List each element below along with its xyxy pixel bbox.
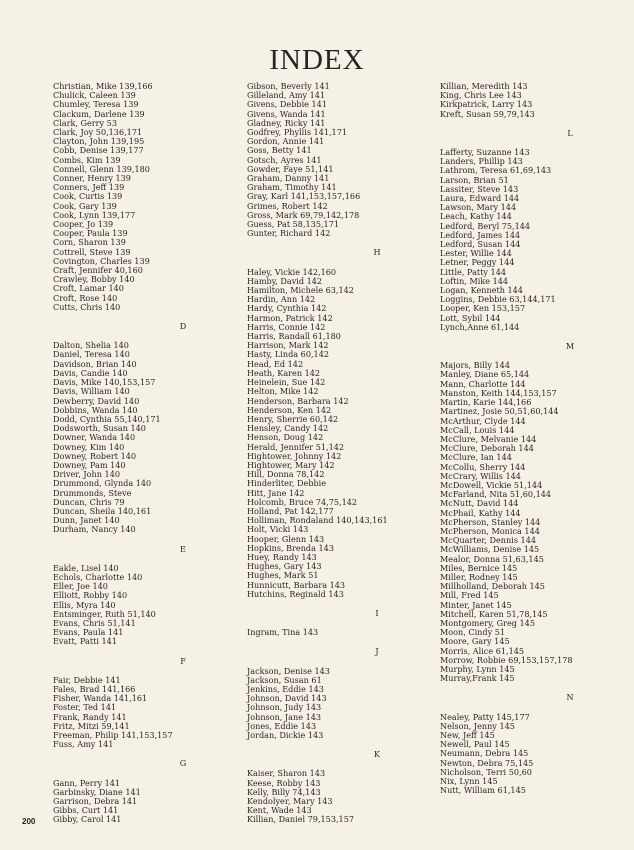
index-entry: Jackson, Denise 143	[247, 665, 330, 676]
index-entry: Clark, Gerry 53	[53, 117, 117, 128]
index-entry: Miller, Rodney 145	[440, 571, 518, 582]
index-entry: Dobbins, Wanda 140	[53, 404, 138, 415]
index-entry: Hensley, Candy 142	[247, 423, 329, 434]
index-entry: Driver, John 140	[53, 469, 120, 480]
index-entry: Cook, Curtis 139	[53, 191, 123, 202]
index-entry: Clayton, John 139,195	[53, 136, 145, 147]
letter-heading-i: I	[375, 607, 379, 618]
index-entry: Kent, Wade 143	[247, 805, 312, 816]
index-entry: Downer, Wanda 140	[53, 432, 136, 443]
index-entry: Lawson, Mary 144	[440, 202, 517, 213]
index-entry: Nelson, Jenny 145	[440, 720, 515, 731]
index-entry: Christian, Mike 139,166	[53, 81, 153, 91]
index-entry: Ingram, Tina 143	[247, 627, 319, 638]
index-entry: McDowell, Vickie 51,144	[440, 479, 543, 490]
index-column-1	[53, 82, 243, 825]
index-entry: Combs, Kim 139	[53, 154, 121, 165]
index-entry: McNutt, David 144	[440, 498, 519, 509]
entries-f	[53, 676, 243, 750]
index-entry: Herald, Jennifer 51,142	[247, 441, 345, 452]
index-entry: Covington, Charles 139	[53, 255, 150, 266]
index-entry: Mealor, Donna 51,63,145	[440, 553, 544, 564]
index-entry: Hardin, Ann 142	[247, 294, 316, 305]
index-entry: McPherson, Monica 144	[440, 525, 540, 536]
entries-i	[247, 628, 437, 637]
index-entry: McClure, Melvanie 144	[440, 433, 537, 444]
index-entry: Kreft, Susan 59,79,143	[440, 108, 535, 119]
letter-heading-n: N	[566, 692, 574, 703]
index-entry: Hopkins, Brenda 143	[247, 542, 334, 553]
index-entry: Gann, Perry 141	[53, 777, 121, 788]
index-entry: Corn, Sharon 139	[53, 237, 126, 248]
index-entry: Freeman, Philip 141,153,157	[53, 730, 173, 740]
index-entry: Evans, Paula 141	[53, 627, 124, 638]
index-entry: Durham, Nancy 140	[53, 524, 136, 535]
letter-heading-h: H	[373, 247, 381, 258]
index-entry: Hill, Donna 78,142	[247, 469, 325, 480]
index-entry: Loggins, Debbie 63,144,171	[440, 294, 556, 305]
index-entry: Croft, Rose 140	[53, 292, 118, 303]
index-entry: Dunn, Janet 140	[53, 515, 120, 526]
letter-heading-j: J	[375, 646, 379, 657]
index-entry: Nealey, Patty 145,177	[440, 711, 530, 722]
index-entry: New, Jeff 145	[440, 730, 495, 740]
index-entry: Loftin, Mike 144	[440, 275, 509, 286]
index-entry: Miles, Bernice 145	[440, 562, 518, 573]
index-entry: McClure, Ian 144	[440, 452, 512, 463]
index-entry: Kirkpatrick, Larry 143	[440, 99, 533, 110]
index-entry: Martin, Karie 144,166	[440, 397, 532, 408]
index-entry: Foster, Ted 141	[53, 702, 117, 713]
index-entry: Nix, Lynn 145	[440, 776, 498, 787]
index-entry: Ledford, Beryl 75,144	[440, 220, 531, 231]
index-entry: Mann, Charlotte 144	[440, 378, 526, 389]
index-entry: Lassiter, Steve 143	[440, 183, 519, 194]
index-entry: Jackson, Susan 61	[247, 674, 322, 685]
entries-k	[247, 769, 437, 824]
index-entry: McQuarter, Dennis 144	[440, 535, 536, 546]
index-entry: Fair, Debbie 141	[53, 674, 121, 685]
index-entry: Dodd, Cynthia 55,140,171	[53, 413, 161, 424]
entries-e	[53, 564, 243, 647]
index-entry: Eakle, Lisel 140	[53, 562, 119, 573]
index-entry: Gibson, Beverly 141	[247, 81, 330, 91]
index-entry: Hamby, David 142	[247, 275, 323, 286]
index-entry: Conners, Jeff 139	[53, 182, 125, 193]
index-entry: Dewberry, David 140	[53, 395, 140, 406]
index-entry: Holcomb, Bruce 74,75,142	[247, 496, 358, 507]
index-entry: Moore, Gary 145	[440, 636, 510, 647]
index-entry: McCollu, Sherry 144	[440, 461, 526, 472]
index-entry: Daniel, Teresa 140	[53, 349, 130, 360]
index-entry: Hughes, Gary 143	[247, 561, 322, 572]
index-entry: Montgomery, Greg 145	[440, 617, 535, 628]
index-entry: Murphy, Lynn 145	[440, 663, 515, 674]
entries-k-continued	[440, 82, 630, 119]
index-entry: Dodsworth, Susan 140	[53, 423, 146, 434]
index-entry: Lester, Willie 144	[440, 248, 512, 259]
index-entry: Holland, Pat 142,177	[247, 505, 334, 516]
index-entry: Garbinsky, Diane 141	[53, 786, 141, 797]
index-column-2	[247, 82, 437, 825]
index-entry: Kendolyer, Mary 143	[247, 796, 333, 807]
index-entry: Hughes, Mark 51	[247, 570, 319, 581]
index-entry: Dalton, Shelia 140	[53, 340, 129, 351]
index-entry: Cook, Gary 139	[53, 200, 117, 211]
index-entry: Hightower, Mary 142	[247, 459, 335, 470]
index-entry: Kelly, Billy 74,143	[247, 786, 321, 797]
index-entry: Elliott, Robby 140	[53, 590, 128, 601]
index-column-3	[440, 82, 630, 795]
index-entry: Looper, Ken 153,157	[440, 303, 526, 314]
index-entry: Conner, Henry 139	[53, 173, 131, 184]
index-entry: Jordan, Dickie 143	[247, 730, 324, 740]
entries-l	[440, 148, 630, 332]
letter-heading-d: D	[179, 321, 187, 332]
index-entry: Johnson, Judy 143	[247, 702, 322, 713]
index-entry: Goss, Betty 141	[247, 145, 312, 156]
index-entry: Godfrey, Phyllis 141,171	[247, 127, 348, 138]
index-entry: Hooper, Glenn 143	[247, 533, 325, 544]
letter-heading-l: L	[567, 127, 573, 138]
index-entry: Hitt, Jane 142	[247, 487, 305, 498]
index-entry: Keese, Robby 143	[247, 777, 321, 788]
entries-g-continued	[247, 82, 437, 238]
index-entry: Fritz, Mitzi 59,141	[53, 720, 130, 731]
index-entry: Garrison, Debra 141	[53, 796, 138, 807]
index-entry: Gowder, Faye 51,141	[247, 163, 334, 174]
index-entry: Morris, Alice 61,145	[440, 645, 525, 656]
index-entry: Gross, Mark 69,79,142,178	[247, 209, 360, 220]
index-entry: Newton, Debra 75,145	[440, 757, 534, 768]
index-entry: Frank, Randy 141	[53, 711, 127, 722]
index-entry: Givens, Debbie 141	[247, 99, 327, 110]
index-entry: Gotsch, Ayres 141	[247, 154, 322, 165]
index-entry: Head, Ed 142	[247, 358, 304, 369]
index-entry: Gibby, Carol 141	[53, 814, 122, 825]
index-entry: Heath, Karen 142	[247, 367, 321, 378]
index-entry: Chumley, Teresa 139	[53, 99, 139, 110]
index-entry: Hardy, Cynthia 142	[247, 303, 327, 314]
index-entry: Gladney, Ricky 141	[247, 117, 326, 128]
index-entry: Gibbs, Curt 141	[53, 805, 119, 816]
index-entry: Grimes, Robert 142	[247, 200, 328, 211]
index-entry: Henry, Sherrie 60,142	[247, 413, 339, 424]
index-entry: Hunnicutt, Barbara 143	[247, 579, 346, 590]
index-entry: Hutchins, Reginald 143	[247, 588, 344, 599]
index-entry: Haley, Vickie 142,160	[247, 266, 337, 277]
index-entry: Johnson, David 143	[247, 693, 327, 704]
index-entry: Hamilton, Michele 63,142	[247, 285, 354, 296]
entries-d	[53, 341, 243, 534]
index-entry: Manston, Keith 144,153,157	[440, 387, 557, 398]
index-entry: Hinderliter, Debbie	[247, 478, 327, 489]
entries-j	[247, 667, 437, 741]
index-entry: McWilliams, Denise 145	[440, 544, 540, 555]
index-entry: Nutt, William 61,145	[440, 785, 526, 796]
index-entry: Neumann, Debra 145	[440, 748, 529, 759]
index-entry: Ellis, Myra 140	[53, 599, 116, 610]
index-entry: McPherson, Stanley 144	[440, 516, 541, 527]
index-entry: Chulick, Caleen 139	[53, 90, 136, 101]
letter-heading-e: E	[180, 543, 186, 554]
index-entry: Davidson, Brian 140	[53, 358, 137, 369]
index-entry: Hightower, Johnny 142	[247, 450, 342, 461]
index-entry: Evatt, Patti 141	[53, 636, 117, 647]
index-entry: Lynch,Anne 61,144	[440, 321, 520, 332]
index-entry: Fuss, Amy 141	[53, 739, 114, 750]
index-entry: Guess, Pat 58,135,171	[247, 219, 339, 230]
index-entry: Murray,Frank 145	[440, 673, 515, 684]
index-entry: Morrow, Robbie 69,153,157,178	[440, 654, 573, 665]
index-entry: Lafferty, Suzanne 143	[440, 147, 530, 158]
index-entry: Harris, Randall 61,180	[247, 331, 341, 342]
index-entry: Holt, Vicki 143	[247, 524, 309, 535]
index-entry: Harrison, Mark 142	[247, 340, 329, 351]
index-entry: Cooper, Jo 139	[53, 219, 114, 230]
index-entry: Martinez, Josie 50,51,60,144	[440, 406, 559, 417]
index-entry: Cutts, Chris 140	[53, 301, 121, 312]
index-entry: Givens, Wanda 141	[247, 108, 326, 119]
index-entry: Fisher, Wanda 141,161	[53, 693, 148, 704]
index-entry: Hasty, Linda 60,142	[247, 349, 330, 360]
index-entry: McCall, Louis 144	[440, 424, 515, 435]
index-entry: Harris, Connie 142	[247, 321, 326, 332]
index-entry: Clackum, Darlene 139	[53, 108, 145, 119]
index-entry: Downey, Kim 140	[53, 441, 125, 452]
index-entry: Ledford, Susan 144	[440, 239, 521, 250]
entries-g	[53, 779, 243, 825]
index-entry: Graham, Danny 141	[247, 173, 330, 184]
index-entry: Duncan, Sheila 140,161	[53, 505, 152, 516]
index-entry: Jones, Eddie 143	[247, 720, 317, 731]
index-entry: McArthur, Clyde 144	[440, 415, 526, 426]
index-entry: Harmon, Patrick 142	[247, 312, 333, 323]
index-entry: Killian, Daniel 79,153,157	[247, 814, 354, 825]
index-entry: Connell, Glenn 139,180	[53, 163, 150, 174]
index-entry: Mitchell, Karen 51,78,145	[440, 608, 548, 619]
index-entry: Newell, Paul 145	[440, 739, 510, 750]
index-entry: Croft, Lamar 140	[53, 283, 124, 294]
index-entry: Little, Patty 144	[440, 266, 506, 277]
index-entry: Echols, Charlotte 140	[53, 571, 143, 582]
index-entry: Davis, Mike 140,153,157	[53, 377, 156, 388]
index-entry: Duncan, Chris 79	[53, 496, 125, 507]
index-entry: Henderson, Barbara 142	[247, 395, 349, 406]
index-entry: Entsminger, Ruth 51,140	[53, 608, 156, 619]
index-entry: Minter, Janet 145	[440, 599, 512, 610]
index-entry: Johnson, Jane 143	[247, 711, 322, 722]
index-entry: Leach, Kathy 144	[440, 211, 512, 222]
index-entry: McPhail, Kathy 144	[440, 507, 521, 518]
index-entry: Heinelein, Sue 142	[247, 377, 326, 388]
page-number: 200	[22, 817, 36, 826]
index-entry: Downey, Pam 140	[53, 459, 126, 470]
letter-heading-k: K	[373, 749, 381, 760]
index-entry: Larson, Brian 51	[440, 174, 509, 185]
index-entry: Laura, Edward 144	[440, 193, 520, 204]
index-entry: Evans, Chris 51,141	[53, 617, 136, 628]
index-entry: Gilleland, Amy 141	[247, 90, 326, 101]
index-entry: Ledford, James 144	[440, 229, 521, 240]
index-entry: Letner, Peggy 144	[440, 257, 515, 268]
page-title: INDEX	[269, 44, 365, 76]
index-entry: Gordon, Annie 141	[247, 136, 325, 147]
index-entry: McClure, Deborah 144	[440, 443, 534, 454]
entries-c	[53, 82, 243, 312]
index-entry: Downey, Robert 140	[53, 450, 137, 461]
index-entry: Mill, Fred 145	[440, 590, 499, 601]
index-entry: Crawley, Bobby 140	[53, 274, 135, 285]
index-entry: Landers, Phillip 143	[440, 156, 523, 167]
index-entry: Davis, Candie 140	[53, 367, 128, 378]
letter-heading-g: G	[179, 758, 187, 769]
index-entry: Cottrell, Steve 139	[53, 246, 131, 257]
index-entry: Kaiser, Sharon 143	[247, 768, 326, 779]
index-entry: Cobb, Denise 139,177	[53, 145, 144, 156]
entries-h	[247, 268, 437, 599]
index-entry: Helton, Mike 142	[247, 386, 319, 397]
index-entry: Manley, Diane 65,144	[440, 369, 530, 380]
index-entry: Jenkins, Eddie 143	[247, 683, 324, 694]
index-entry: Nicholson, Terri 50,60	[440, 766, 532, 777]
index-entry: McCrary, Willis 144	[440, 470, 521, 481]
index-entry: Drummond, Glynda 140	[53, 478, 152, 489]
index-entry: Craft, Jennifer 40,160	[53, 265, 143, 276]
index-entry: Clark, Joy 50,136,171	[53, 127, 143, 138]
index-entry: Davis, William 140	[53, 386, 130, 397]
index-entry: Huey, Randy 143	[247, 551, 317, 562]
index-entry: Gunter, Richard 142	[247, 228, 331, 239]
index-entry: Lott, Sybil 144	[440, 312, 501, 323]
index-entry: Cook, Lynn 139,177	[53, 209, 136, 220]
index-entry: Logan, Kenneth 144	[440, 285, 523, 296]
index-entry: Drummonds, Steve	[53, 487, 132, 498]
index-entry: Cooper, Paula 139	[53, 228, 128, 239]
entries-n	[440, 713, 630, 796]
index-entry: Majors, Billy 144	[440, 360, 510, 371]
index-entry: Graham, Timothy 141	[247, 182, 337, 193]
index-entry: Moon, Cindy 51	[440, 627, 506, 638]
index-entry: Holliman, Rondaland 140,143,161	[247, 515, 388, 526]
index-entry: King, Chris Lee 143	[440, 90, 522, 101]
entries-m	[440, 361, 630, 683]
letter-heading-f: F	[180, 655, 186, 666]
index-entry: Lathrom, Teresa 61,69,143	[440, 165, 552, 176]
index-entry: Henson, Doug 142	[247, 432, 324, 443]
index-entry: Gray, Karl 141,153,157,166	[247, 191, 361, 202]
index-entry: Millholland, Deborah 145	[440, 581, 545, 592]
index-entry: Eller, Joe 140	[53, 581, 108, 592]
letter-heading-m: M	[565, 341, 575, 352]
index-entry: Killian, Meredith 143	[440, 81, 528, 91]
index-entry: Fales, Brad 141,166	[53, 683, 136, 694]
index-entry: McFarland, Nita 51,60,144	[440, 489, 552, 500]
index-entry: Henderson, Ken 142	[247, 404, 332, 415]
